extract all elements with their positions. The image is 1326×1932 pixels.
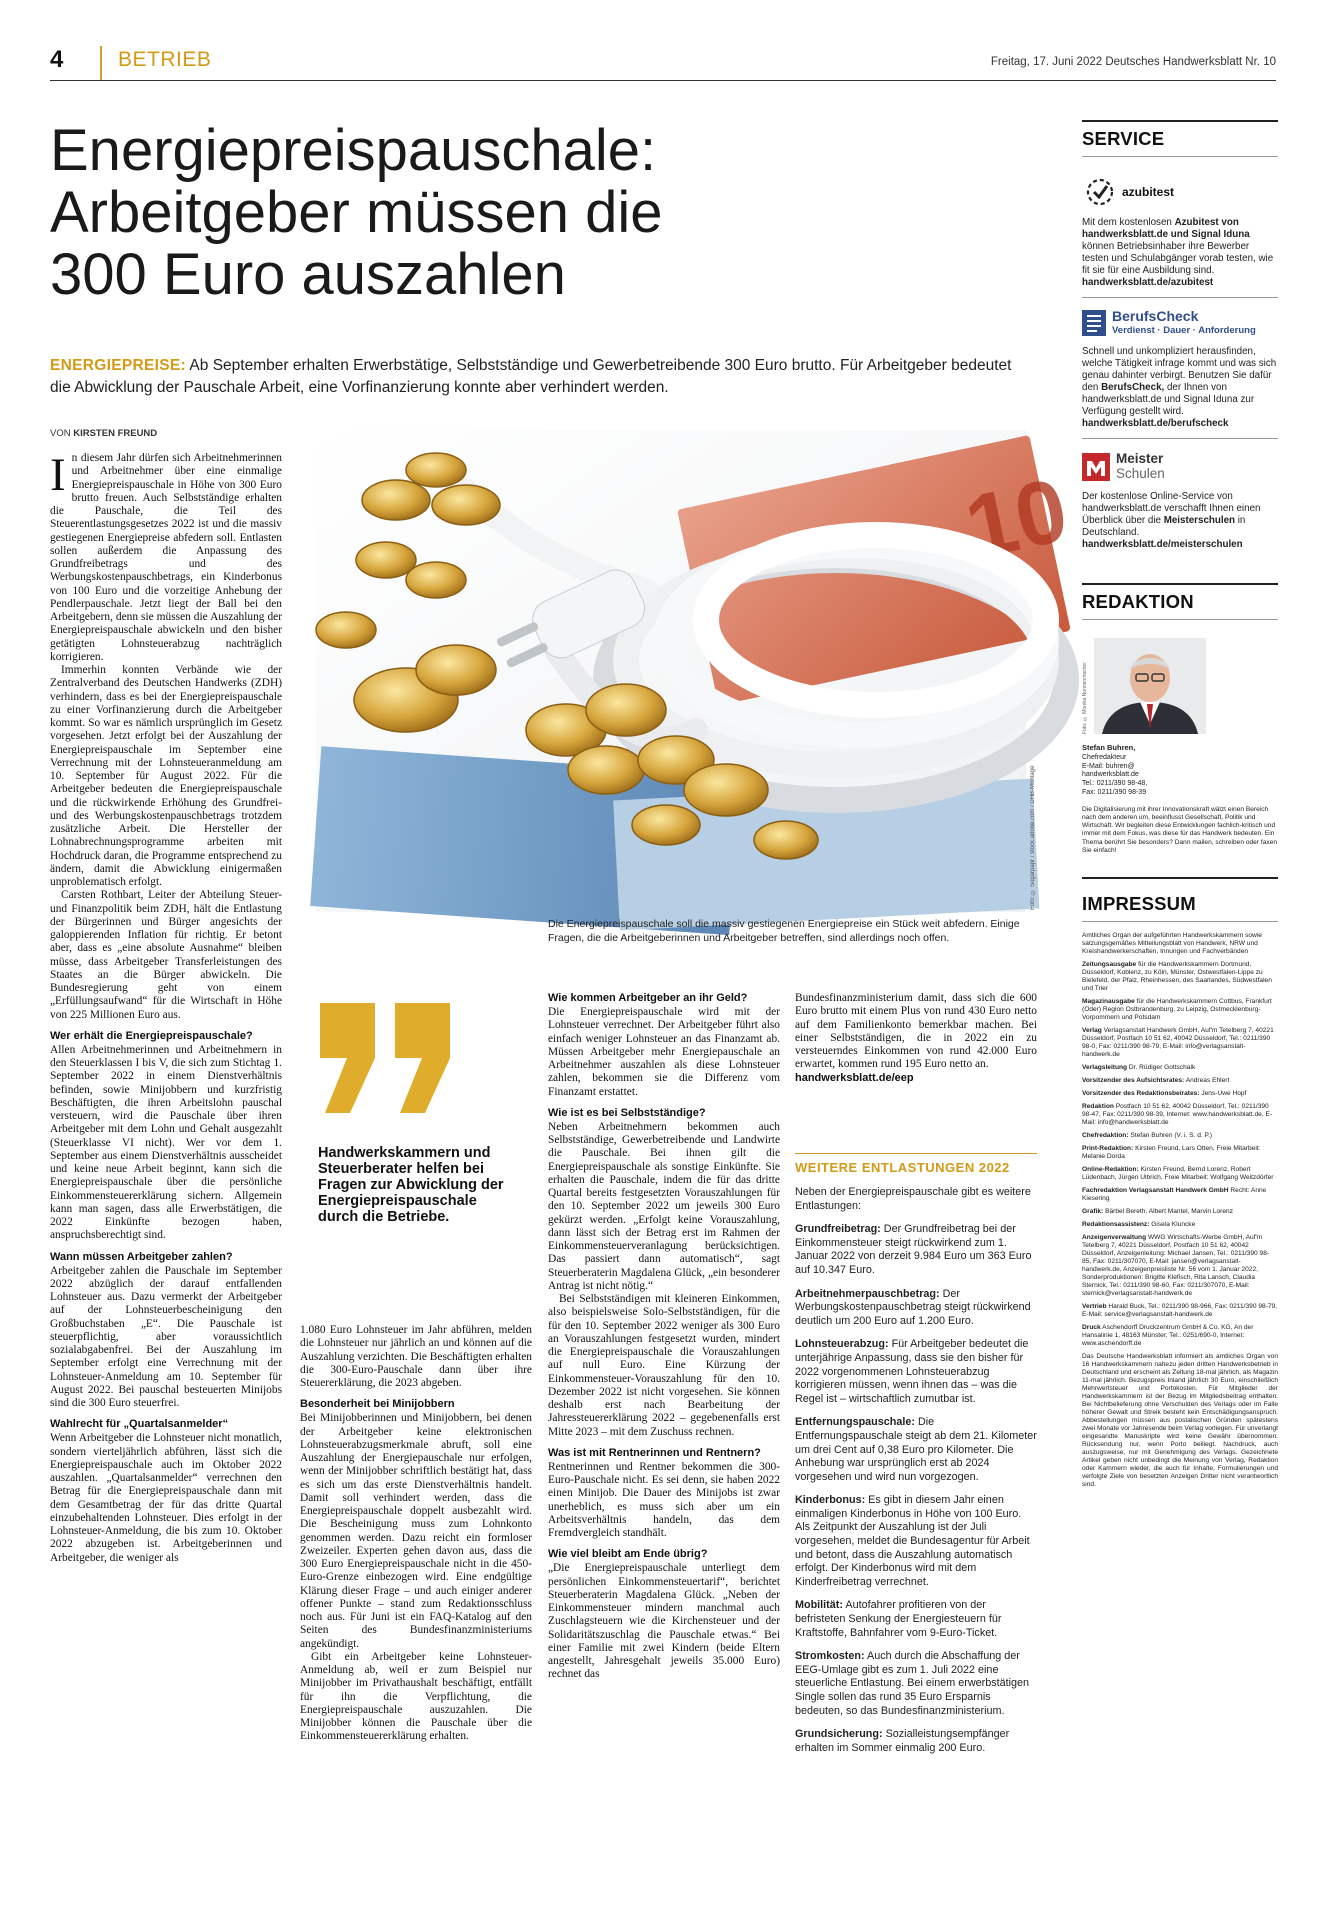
redaktion-title: REDAKTION: [1082, 591, 1194, 612]
impressum-list: [1082, 932, 1278, 1489]
infobox: [795, 1186, 1037, 1765]
infobox-item: [795, 1650, 1037, 1718]
impressum-label: Verlag: [1082, 1027, 1102, 1034]
impressum-label: Online-Redaktion:: [1082, 1166, 1139, 1173]
divider: [1082, 921, 1278, 922]
berufscheck-list-icon: [1082, 310, 1106, 336]
impressum-entry: [1082, 1064, 1278, 1072]
impressum-entry: [1082, 1103, 1278, 1127]
editor-portrait: [1094, 638, 1206, 734]
paragraph: n diesem Jahr dürfen sich Arbeitnehmerinnen und Arbeitnehmer über eine einmalige Energiepreispauschale in Höhe von 300 Euro brutto freuen. Auch Selbstständige erhalten die Pauschale, die Teil des Steuerentlastungsgesetzes 2022 ist und die massiv gestiegenen Energiepreise abfedern soll. Entlasten sollen außerdem die Anpassung des Grundfreibetrags und des Werbungskostenpauschbetrags, ein Kinderbonus von 100 Euro und die vorzeitige Anhebung der Pendlerpauschale. Jetzt liegt der Ball bei den Arbeitgebern, denn sie müssen die Auszahlung der Energiepreispauschale abwickeln und den bisher getätigten Lohnsteuerabzug nachträglich korrigieren.: [50, 452, 282, 663]
teaser-text: Ab September erhalten Erwerbstätige, Selbstständige und Gewerbetreibende 300 Euro brutto. Für Arbeitgeber bedeutet die Abwicklung der Pauschale Arbeit, eine Vorfinanzierung konnte aber verhindert werden.: [50, 357, 1012, 396]
impressum-entry: [1082, 1353, 1278, 1489]
svg-text:EYPΩ EURO: EYPΩ EURO: [727, 532, 836, 574]
paragraph: Bei Selbstständigen mit kleineren Einkommen, also beispielsweise Solo-Selbstständigen, für die für den 10. September 2022 weniger als 300 Euro an Vorauszahlungen festgesetzt wurden, mindert die Energiepreispauschale die Vorauszahlungen auf null Euro. Eine Kürzung der Einkommensteuer-Vorauszahlung für den 10. Dezember 2022 ist nicht vorgesehen. Sie können deshalb erst nach Bearbeitung der Jahressteuererklärung 2022 – gegebenenfalls erst Mitte 2023 – mit dem Zuschuss rechnen.: [548, 1293, 780, 1438]
editor-contact: [1082, 744, 1278, 798]
paragraph: „Die Energiepreispauschale unterliegt dem persönlichen Einkommensteuertarif“, berichtet Steuerberaterin Magdalena Glück. „Neben der Einkommensteuer mindern manchmal auch Zuschlagsteuern wie die Kirchensteuer und der Solidaritätszuschlag die Pauschale etwas.“ Bei einer Familie mit zwei Kindern (beide Eltern angestellt, Jahresgehalt jeweils 35.000 Euro) rechnet das: [548, 1562, 780, 1681]
infobox-text: Der Werbungskostenpauschbetrag steigt rückwirkend deutlich um 200 Euro auf 1.200 Euro.: [795, 1287, 1031, 1327]
impressum-label: Print-Redaktion:: [1082, 1145, 1134, 1152]
impressum-label: Anzeigenverwaltung: [1082, 1234, 1147, 1241]
editor-role: Chefredakteur: [1082, 753, 1127, 761]
infobox-rule: [795, 1153, 1037, 1154]
impressum-text: Gisela Kluncke: [1149, 1221, 1196, 1228]
impressum-text: Das Deutsche Handwerksblatt informiert als amtliches Organ von 16 Handwerkskammern nahezu jeden dritten Handwerksbetrieb in Deutschland und erscheint als Zeitung 18-mal jährlich, als Magazin 11-mal jährlich. Bezugspreis Inland jährlich 30 Euro, einschließlich Mehrwertsteuer und Portokosten. Für Mitglieder der Handwerkskammern ist der Bezug im Mitgliedsbeitrag enthalten. Bei Nichtbelieferung ohne Verschulden des Verlags oder im Falle höherer Gewalt und Streik besteht kein Entschädigungsanspruch. Abbestellungen müssen aus postalischen Gründen spätestens zwei Monate vor Jahresende beim Verlag vorliegen. Für unverlangt eingesandte Manuskripte wird keine Gewähr übernommen. Rücksendung nur, wenn Porto beiliegt. Nachdruck, auch auszugsweise, nur mit Genehmigung des Verlags. Gezeichnete Artikel geben nicht unbedingt die Meinung von Verlag, Redaktion oder Kammern wieder, die auch für Inhalte, Formulierungen und verfolgte Ziele von besetzten Anzeigen Dritter nicht verantwortlich sind.: [1082, 1353, 1278, 1488]
berufscheck-link[interactable]: handwerksblatt.de/berufscheck: [1082, 418, 1229, 429]
infobox-item: [795, 1494, 1037, 1589]
text: der Ihnen von handwerksblatt.de und Signal Iduna zur Verfügung gestellt wird.: [1082, 382, 1255, 417]
byline: [50, 428, 157, 439]
impressum-entry: [1082, 1077, 1278, 1085]
impressum-label: Verlagsleitung: [1082, 1064, 1128, 1071]
article-column-2: [300, 1324, 532, 1744]
text-bold: BerufsCheck,: [1101, 382, 1165, 393]
section-label: BETRIEB: [118, 48, 212, 71]
byline-author: KIRSTEN FREUND: [73, 428, 158, 439]
infobox-text: Sozialleistungsempfänger erhalten im Sommer einmalig 200 Euro.: [795, 1728, 1010, 1754]
service-title: SERVICE: [1082, 128, 1165, 149]
impressum-title: IMPRESSUM: [1082, 893, 1196, 914]
azubitest-link[interactable]: handwerksblatt.de/azubitest: [1082, 277, 1214, 288]
impressum-entry: [1082, 1303, 1278, 1319]
photo-caption: Die Energiepreispauschale soll die massiv gestiegenen Energiepreise ein Stück weit abfedern. Einige Fragen, die die Arbeitgeberinnen und Arbeitgeber betreffen, sind allerdings noch offen.: [548, 918, 1020, 944]
infobox-term: Lohnsteuerabzug:: [795, 1338, 889, 1351]
editor-email-domain[interactable]: handwerksblatt.de: [1082, 771, 1139, 779]
sidebar-rule: [1082, 583, 1278, 585]
sidebar-rule: [1082, 877, 1278, 879]
impressum-text: Andreas Ehlert: [1184, 1077, 1230, 1084]
berufscheck-title: BerufsCheck: [1112, 308, 1199, 324]
impressum-entry: [1082, 961, 1278, 993]
meisterschulen-logo: [1082, 451, 1278, 483]
sidebar-rule: [1082, 120, 1278, 122]
infobox-item: [795, 1338, 1037, 1406]
impressum-text: Bärbel Bereth, Albert Mantel, Marvin Lorenz: [1103, 1208, 1234, 1215]
issue-meta: Freitag, 17. Juni 2022 Deutsches Handwerksblatt Nr. 10: [990, 56, 1276, 68]
sidebar: [1082, 120, 1278, 1494]
impressum-text: Kirsten Freund, Lars Otten, Freie Mitarbeit: Melanie Dorda: [1082, 1145, 1261, 1160]
article-link[interactable]: handwerksblatt.de/eep: [795, 1071, 914, 1084]
paragraph: Neben Arbeitnehmern bekommen auch Selbstständige, Gewerbetreibende und Landwirte die Pauschale. Bei ihnen gilt die Energiepreispauschale als sonstige Einkünfte. Sie erhalten die Pauschale, indem die für das dritte Quartal bereits festgesetzten Vorauszahlungen für den 10. September 2022 um jeweils 300 Euro gekürzt werden. „Erfolgt keine Vorauszahlung, dann lässt sich der Betrag erst im Rahmen der Einkommensteuerveranlagung berücksichtigen. Das passiert dann automatisch“, sagt Steuerberaterin Magdalena Glück, „ein besonderer Antrag ist nicht nötig.“: [548, 1120, 780, 1292]
infobox-term: Arbeitnehmerpauschbetrag:: [795, 1287, 940, 1300]
page-header: [50, 46, 1276, 81]
meisterschulen-logo-line-2: Schulen: [1116, 466, 1165, 481]
subheading: Wie ist es bei Selbstständige?: [548, 1106, 706, 1119]
subheading: Wer erhält die Energiepreispauschale?: [50, 1029, 253, 1042]
paragraph: 1.080 Euro Lohnsteuer im Jahr abführen, melden die Lohnsteuer nur jährlich an und können auf die Auszahlung verzichten. Die Beschäftigten erhalten die 300-Euro-Pauschale dann über ihre Steuererklärung, die 2023 abgeben.: [300, 1324, 532, 1389]
impressum-label: Vorsitzender des Aufsichtsrates:: [1082, 1077, 1185, 1084]
impressum-text: Harald Buck, Tel.: 0211/390 98-966, Fax: 0211/390 98-79, E-Mail: service@verlagsanstalt-handwerk.de: [1082, 1303, 1278, 1318]
impressum-label: Vertrieb: [1082, 1303, 1107, 1310]
meisterschulen-text: [1082, 491, 1278, 551]
impressum-text: für die Handwerkskammern Cottbus, Frankfurt (Oder) Region Ostbrandenburg, zu Leipzig, Ostmecklenburg-Vorpommern und Potsdam: [1082, 998, 1272, 1021]
impressum-text: Kirsten Freund, Bernd Lorenz, Robert Lüdenbach, Jürgen Ulbrich, Freie Mitarbeit: Wolfgang Weitzdörfer: [1082, 1166, 1274, 1181]
impressum-entry: [1082, 1166, 1278, 1182]
impressum-label: Vorsitzender des Redaktionsbeirates:: [1082, 1090, 1200, 1097]
berufscheck-subtitle: Verdienst · Dauer · Anforderung: [1112, 325, 1256, 336]
headline-line-3: 300 Euro auszahlen: [50, 242, 566, 307]
berufscheck-logo: [1082, 308, 1278, 340]
impressum-entry: [1082, 1208, 1278, 1216]
impressum-text: für die Handwerkskammern Dortmund, Düsseldorf, Koblenz, zu Köln, Münster, Ostwestfalen-Lippe zu Bielefeld, der Pfalz, Rheinhessen, des Saarlandes, Südwestfalen und Trier: [1082, 961, 1272, 992]
subheading: Was ist mit Rentnerinnen und Rentnern?: [548, 1446, 761, 1459]
meisterschulen-link[interactable]: handwerksblatt.de/meisterschulen: [1082, 539, 1243, 550]
impressum-entry: [1082, 1132, 1278, 1140]
divider: [1082, 297, 1278, 298]
infobox-term: Mobilität:: [795, 1599, 843, 1612]
infobox-item: [795, 1728, 1037, 1755]
paragraph: Carsten Rothbart, Leiter der Abteilung Steuer- und Finanzpolitik beim ZDH, hält die Entlastung der Bürgerinnen und Bürger angesichts der galoppierenden Inflation für richtig. Er betont aber, dass es „eine absolute Ausnahme“ bleiben müsse, dass Arbeitgeber Transferleistungen des Staates an die Bürger abwickeln. Die Bundesregierung geht von einem „Erfüllungsaufwand“ für die Wirtschaft in Höhe von 225 Millionen Euro aus.: [50, 889, 282, 1021]
impressum-label: Grafik:: [1082, 1208, 1104, 1215]
impressum-label: Fachredaktion Verlagsanstalt Handwerk GmbH: [1082, 1187, 1229, 1194]
paragraph: Allen Arbeitnehmerinnen und Arbeitnehmern in den Steuerklassen I bis V, die sich zum Stichtag 1. September 2022 in einem Dienstverhältnis befinden, sowie Minijobbern und kurzfristig Beschäftigten, die ihren Arbeitslohn pauschal versteuern, wird die Pauschale über ihren Arbeitgeber mit dem Lohn und Gehalt ausgezahlt (Steuerklasse VI nicht). Wer vor dem 1. September aus einem Dienstverhältnis ausscheidet und keine neue Arbeit beginnt, kann sich die Energiepreispauschale über die persönliche Einkommensteuererklärung sichern. Allgemein kann man sagen, dass alle Erwerbstätigen, die 2022 Einkünfte bezogen haben, anspruchsberechtigt sind.: [50, 1043, 282, 1242]
infobox-text: Auch durch die Abschaffung der EEG-Umlage gibt es zum 1. Juli 2022 eine steuerliche Entlastung. Bei einem erwerbstätigen Single sollen das rund 35 Euro Ersparnis bedeuten, so das Bundesfinanzministerium.: [795, 1650, 1030, 1717]
teaser: [50, 355, 1035, 398]
impressum-text: Verlagsanstalt Handwerk GmbH, Auf'm Tetelberg 7, 40221 Düsseldorf, Postfach 10 51 62, 40042 Düsseldorf, Tel.: 0211/390 98-0, Fax: 0211/390 98-79, E-Mail: info@verlagsanstalt-handwerk.de: [1082, 1027, 1274, 1058]
paragraph: Gibt ein Arbeitgeber keine Lohnsteuer-Anmeldung ab, weil er zum Beispiel nur Minijobber im Privathaushalt beschäftigt, entfällt für ihn die Verpflichtung, die Energiepreispauschale auszuzahlen. Die Minijobber können die Pauschale über die Einkommensteuererklärung erhalten.: [300, 1650, 532, 1743]
subheading: Wie viel bleibt am Ende übrig?: [548, 1548, 708, 1561]
impressum-entry: [1082, 1221, 1278, 1229]
paragraph: Bundesfinanzministerium damit, dass sich die 600 Euro brutto mit einem Plus von rund 430 Euro netto auf dem Familienkonto bemerkbar machen. Bei einer Selbstständigen, die in 2022 ein zu versteuerndes Einkommen von rund 42.000 Euro erwartet, kommen rund 195 Euro netto an.: [795, 992, 1037, 1071]
impressum-label: Zeitungsausgabe: [1082, 961, 1137, 968]
paragraph: Bei Minijobberinnen und Minijobbern, bei denen der Arbeitgeber keine elektronischen Lohnsteuerabzugsmerkmale abruft, soll eine Auszahlung der Energiepauschale nur erfolgen, wenn der Minijobber schriftlich bestätigt hat, dass es sich um das erste Dienstverhältnis handelt. Damit soll verhindert werden, dass die Energiepreispauschale doppelt ausbezahlt wird. Die Bescheinigung muss zum Lohnkonto genommen werden. Dazu reicht ein formloser Zweizeiler. Experten gehen davon aus, dass die 300 Euro Energiepreispauschale nicht in die 450-Euro-Grenze einbezogen wird. Eine endgültige Klärung dieser Frage – und auch einiger anderer offener Punkte – stand zum Redaktionsschluss noch aus. Für Juni ist ein FAQ-Katalog auf den Seiten des Bundesfinanzministeriums angekündigt.: [300, 1412, 532, 1650]
azubitest-text: [1082, 217, 1278, 289]
infobox-text: Die Entfernungspauschale steigt ab dem 21. Kilometer um drei Cent auf 0,38 Euro pro Kilometer. Die Anhebung war ursprünglich erst ab 2024 vorgesehen und wird nun vorgezogen.: [795, 1416, 1037, 1483]
infobox-text: Autofahrer profitieren von der befristeten Senkung der Energiesteuern für Kraftstoffe, Bahnfahrer vom 9-Euro-Ticket.: [795, 1599, 1002, 1639]
subheading: Wann müssen Arbeitgeber zahlen?: [50, 1250, 233, 1263]
editor-fax: Fax: 0211/390 98-39: [1082, 788, 1147, 796]
article-column-1: [50, 449, 282, 1565]
infobox-item: [795, 1599, 1037, 1640]
teaser-keyword: ENERGIEPREISE:: [50, 357, 186, 374]
azubitest-logo: [1082, 177, 1278, 207]
impressum-entry: [1082, 1090, 1278, 1098]
editor-photo-credit: Foto: © Monika Nonnenmacher: [1082, 662, 1088, 734]
pull-quote: Handwerkskammern und Steuerberater helfen bei Fragen zur Abwicklung der Energiepreispauschale durch die Betriebe.: [318, 1145, 504, 1225]
azubitest-check-icon: [1085, 177, 1115, 207]
svg-text:10: 10: [957, 460, 1076, 579]
impressum-entry: [1082, 998, 1278, 1022]
paragraph: Arbeitgeber zahlen die Pauschale im September 2022 abzüglich der darauf entfallenden Lohnsteuer aus. Dazu vermerkt der Arbeitgeber auf der Lohnsteuerbescheinigung den Großbuchstaben „E“. Die Pauschale ist steuerpflichtig, aber voraussichtlich sozialabgabenfrei. Bei der Auszahlung im September erfolgt eine Verrechnung mit der Lohnsteuer-Anmeldung am 10. September für August 2022. Bei pauschal besteuerten Minijobs sind die 300 Euro steuerfrei.: [50, 1264, 282, 1409]
azubitest-logo-text: azubitest: [1122, 185, 1175, 199]
impressum-text: Stefan Buhren (V. i. S. d. P.): [1128, 1132, 1213, 1139]
impressum-text: Dr. Rüdiger Gottschalk: [1127, 1064, 1196, 1071]
infobox-intro: Neben der Energiepreispauschale gibt es weitere Entlastungen:: [795, 1186, 1031, 1212]
editor-block: [1082, 638, 1278, 738]
article-column-4: [795, 992, 1037, 1085]
infobox-item: [795, 1288, 1037, 1329]
text: Mit dem kostenlosen: [1082, 217, 1175, 228]
impressum-label: Redaktion: [1082, 1103, 1114, 1110]
impressum-text: Recht: Anne Kiesering: [1082, 1187, 1267, 1202]
editor-email[interactable]: E-Mail: buhren@: [1082, 762, 1135, 770]
impressum-entry: [1082, 1027, 1278, 1059]
berufscheck-text: [1082, 346, 1278, 430]
dropcap: I: [50, 449, 66, 501]
impressum-entry: [1082, 932, 1278, 956]
infobox-term: Entfernungspauschale:: [795, 1416, 915, 1429]
meisterschulen-logo-line-1: Meister: [1116, 451, 1164, 466]
editor-note: Die Digitalisierung mit ihrer Innovationskraft wälzt einen Bereich nach dem anderen um, beeinflusst Gesellschaft, Politik und Wirtschaft. Wir begleiten diese Entwicklungen fachlich-kritisch und immer mit dem Fokus, was diese für das Handwerk bedeuten. Ein Thema berührt Sie besonders? Dann mailen, schreiben oder faxen Sie einfach!: [1082, 805, 1277, 854]
text-bold: Azubitest von handwerksblatt.de und Signal Iduna: [1082, 217, 1250, 240]
impressum-entry: [1082, 1145, 1278, 1161]
subheading: Wie kommen Arbeitgeber an ihr Geld?: [548, 992, 748, 1004]
subheading: Wahlrecht für „Quartalsanmelder“: [50, 1418, 229, 1431]
impressum-label: Redaktionsassistenz:: [1082, 1221, 1150, 1228]
infobox-term: Stromkosten:: [795, 1650, 865, 1663]
subheading: Besonderheit bei Minijobbern: [300, 1398, 455, 1411]
paragraph: Die Energiepreispauschale wird mit der Lohnsteuer verrechnet. Der Arbeitgeber führt also einfach weniger Lohnsteuer an das Finanzamt ab. Müssen Arbeitgeber mehr Energiepauschale an Arbeitnehmer auszahlen als diese Lohnsteuer zahlen, bekommen sie die Differenz vom Finanzamt erstattet.: [548, 1006, 780, 1098]
text: Der kostenlose Online-Service von handwerksblatt.de verschafft Ihnen einen Überblick über die: [1082, 491, 1261, 526]
infobox-term: Grundsicherung:: [795, 1728, 883, 1741]
header-divider: [100, 46, 102, 80]
editor-phone: Tel.: 0211/390 98-48,: [1082, 780, 1148, 788]
impressum-entry: [1082, 1324, 1278, 1348]
photo-credit: Foto: © Sugarpapr / stock.adobe.com / DHB-Montage: [1030, 765, 1036, 910]
impressum-text: Postfach 10 51 62, 40042 Düsseldorf, Tel.: 0211/390 98-47, Fax: 0211/390 98-39, Internet: www.handwerksblatt.de, E-Mail: info@handwerksblatt.de: [1082, 1103, 1273, 1126]
article-column-3: [548, 992, 780, 1682]
infobox-text: Der Grundfreibetrag bei der Einkommensteuer steigt rückwirkend zum 1. Januar 2022 von derzeit 9.984 Euro um 363 Euro auf 10.347 Euro.: [795, 1223, 1032, 1276]
infobox-item: [795, 1223, 1037, 1277]
infobox-text: Für Arbeitgeber bedeutet die unterjährige Anpassung, dass sie den bisher für 2022 vorgenommenen Lohnsteuerabzug korrigieren müssen, wenn ihnen das – was die Regel ist – wirtschaftlich zumutbar ist.: [795, 1338, 1029, 1405]
impressum-entry: [1082, 1187, 1278, 1203]
infobox-term: Kinderbonus:: [795, 1494, 866, 1507]
editor-name: Stefan Buhren,: [1082, 743, 1136, 752]
impressum-text: Aschendorff Druckzentrum GmbH & Co. KG, An der Hansalinie 1, 48163 Münster, Tel.: 0251/690-0, Internet: www.aschendorff.de: [1082, 1324, 1254, 1347]
divider: [1082, 619, 1278, 620]
text-bold: Meisterschulen: [1163, 515, 1236, 526]
infobox-item: [795, 1416, 1037, 1484]
divider: [1082, 156, 1278, 157]
byline-prefix: VON: [50, 428, 74, 439]
impressum-label: Chefredaktion:: [1082, 1132, 1129, 1139]
text: Schnell und unkompliziert herausfinden, welche Tätigkeit infrage kommt und was sich genau dahinter verbirgt. Benutzen Sie dafür den: [1082, 346, 1277, 393]
impressum-text: WWG Wirtschafts-Werbe GmbH, Auf'm Tetelberg 7, 40221 Düsseldorf, Postfach 10 51 62, 40042 Düsseldorf, Anzeigenleitung: Michael Jansen, Tel.: 0211/390 98-85, Fax: 0211/307070, E-Mail: jansen@verlagsanstalt-handwerk.de, Anzeigenpreisliste Nr. 56 vom 1. Januar 2022, Sonderproduktionen: Brigitte Klefisch, Rita Lansch, Claudia Sternick, Tel.: 0211/390 98-60, Fax: 0211/307070, E-Mail: sternick@verlagsanstalt-handwerk.de: [1082, 1234, 1270, 1297]
paragraph: Wenn Arbeitgeber die Lohnsteuer nicht monatlich, sondern vierteljährlich abführen, lässt sich die Energiepreispauschale auch im Oktober 2022 auszahlen. „Quartalsanmelder“ verrechnen den Betrag für die Energiepreispauschale dann mit dem Gesamtbetrag der für das dritte Quartal einzubehaltenden Lohnsteuer. Dies erfolgt in der Lohnsteuer-Anmeldung, die bis zum 10. Oktober 2022 abzugeben ist. Arbeitgeberinnen und Arbeitgeber, die weniger als: [50, 1432, 282, 1564]
impressum-entry: [1082, 1234, 1278, 1298]
impressum-text: Jens-Uwe Hopf: [1199, 1090, 1247, 1097]
infobox-text: Es gibt in diesem Jahr einen einmaligen Kinderbonus in Höhe von 100 Euro. Als Zeitpunkt der Auszahlung ist der Juli vorgesehen, meldet die Bundesagentur für Arbeit und betont, dass die Auszahlung automatisch erfolgt. Der Kinderbonus wird mit dem Kinderfreibetrag verrechnet.: [795, 1494, 1030, 1588]
paragraph: Immerhin konnten Verbände wie der Zentralverband des Deutschen Handwerks (ZDH) verhindern, dass es bei der Energiepreispauschale zu einer Vorfinanzierung durch die Arbeitgeber kommt. So war es nämlich ursprünglich im Gesetz vorgesehen. Jetzt erfolgt bei der Auszahlung der Energiepreispauschale im September eine Verrechnung mit der Lohnsteueranmeldung am 10. September für August 2022. Für die Arbeitgeber bedeuten die Energiepreispauschale und die rückwirkende Erhöhung des Grundfrei- und des Werbungskostenpauschbetrags trotzdem zusätzliche Arbeit. Die Hersteller der Lohnabrechnungsprogramme arbeiten mit Hochdruck daran, die Programme entsprechend zu ändern, damit die Abwicklung einigermaßen unproblematisch erfolgt.: [50, 664, 282, 888]
headline-line-2: Arbeitgeber müssen die: [50, 180, 663, 245]
impressum-text: Amtliches Organ der aufgeführten Handwerkskammern sowie satzungsgemäßes Mitteilungsblatt von Handwerk, NRW und Kreishandwerkerschaften, Innungen und Fachverbänden: [1082, 932, 1262, 955]
impressum-label: Magazinausgabe: [1082, 998, 1135, 1005]
quote-mark-icon: [315, 998, 465, 1118]
infobox-term: Grundfreibetrag:: [795, 1223, 881, 1236]
impressum-label: Druck: [1082, 1324, 1101, 1331]
infobox-title: WEITERE ENTLASTUNGEN 2022: [795, 1160, 1010, 1175]
meisterschulen-m-icon: [1082, 453, 1110, 481]
headline: [50, 120, 1000, 306]
text: in Deutschland.: [1082, 515, 1246, 538]
headline-line-1: Energiepreispauschale:: [50, 118, 657, 183]
page-number: 4: [50, 46, 64, 73]
paragraph: Rentnerinnen und Rentner bekommen die 300-Euro-Pauschale nicht. Es sei denn, sie haben 2022 einen Minijob. Die Dauer des Minijobs ist zwar unerheblich, es muss sich aber um ein Arbeitsverhältnis handeln, das dem Fremdvergleich standhält.: [548, 1460, 780, 1539]
divider: [1082, 438, 1278, 439]
text: können Betriebsinhaber ihre Bewerber testen und Schulabgänger vorab testen, wie fit sie für eine Ausbildung sind.: [1082, 241, 1274, 276]
